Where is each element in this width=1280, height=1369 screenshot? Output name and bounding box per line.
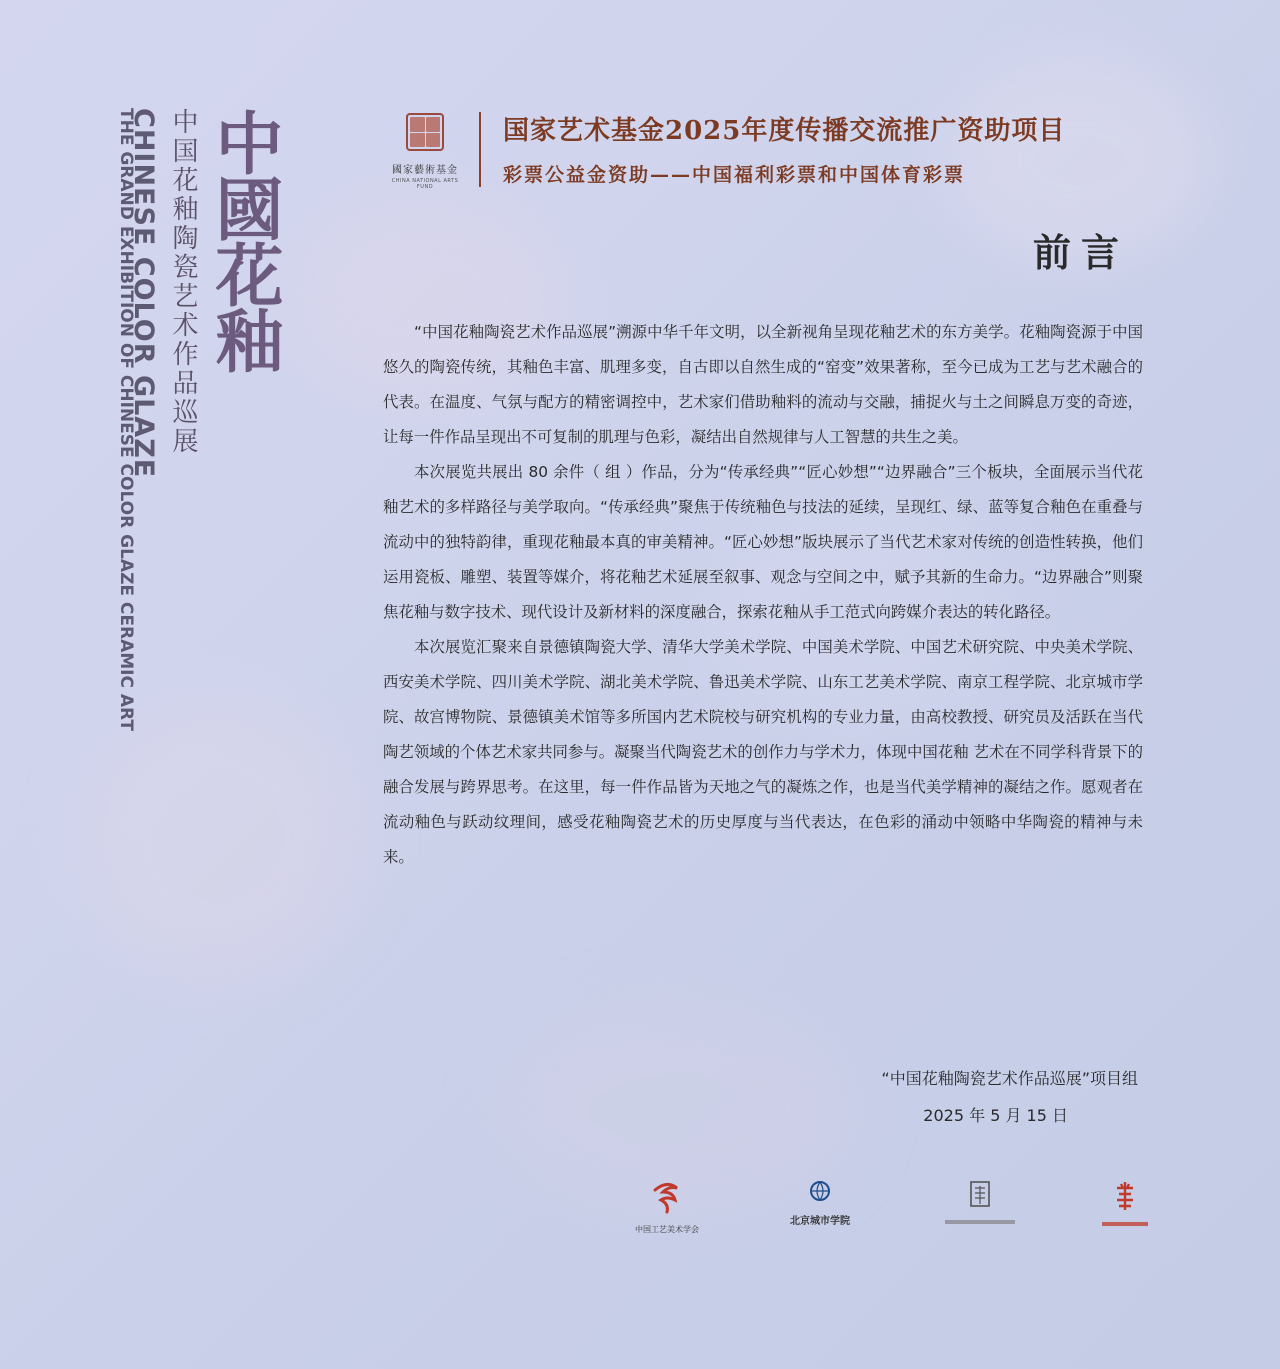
signoff-date: 2025 年 5 月 15 日	[923, 1106, 1068, 1125]
logo-caption-bar	[945, 1220, 1015, 1224]
dragon-logo-icon	[647, 1180, 687, 1214]
chinese-subtitle: 中国花釉陶瓷艺术作品巡展	[168, 108, 198, 456]
logo-caption: 中国工艺美术学会	[635, 1225, 699, 1234]
logo-craft-art-society	[622, 1180, 712, 1235]
fund-name-english: CHINA NATIONAL ARTS FUND	[391, 178, 459, 190]
logo-beijing-city-university	[775, 1180, 865, 1227]
logo-caption: 北京城市学院	[790, 1216, 850, 1227]
brush-calligraphy-title: 中國花釉	[204, 108, 284, 372]
project-title: 国家艺术基金2025年度传播交流推广资助项目	[503, 116, 1066, 146]
signoff-group: “中国花釉陶瓷艺术作品巡展”项目组	[881, 1069, 1138, 1088]
english-title: CHINESE COLOR GLAZE	[128, 108, 159, 479]
national-arts-fund-logo	[385, 113, 465, 190]
header-divider	[479, 112, 481, 187]
fund-name: 國家藝術基金	[392, 165, 458, 176]
preface-heading: 前言	[1033, 230, 1130, 275]
logo-caption-bar	[1102, 1222, 1148, 1226]
seal-icon	[406, 113, 444, 151]
paragraph: 本次展览共展出 80 余件（ 组 ）作品，分为“传承经典”“匠心妙想”“边界融合”三个板块，全面展示当代花釉艺术的多样路径与美学取向。“传承经典”聚焦于传统釉色与技法的延续，呈现红、绿、蓝等复合釉色在重叠与流动中的独特韵律，重现花釉最本真的审美精神。“匠心妙想”版块展示了当代艺术家对传统的创造性转换，他们运用瓷板、雕塑、装置等媒介，将花釉艺术延展至叙事、观念与空间之中，赋予其新的生命力。“边界融合”则聚焦花釉与数字技术、现代设计及新材料的深度融合，探索花釉从手工范式向跨媒介表达的转化路径。	[383, 463, 1143, 621]
english-subtitle: THE GRAND EXHIBITION OF CHINESE COLOR GLAZE CERAMIC ART	[116, 108, 136, 731]
seal-logo-icon	[1113, 1180, 1137, 1212]
logo-institution-3	[940, 1180, 1020, 1224]
globe-logo-icon	[805, 1180, 835, 1202]
paragraph: “中国花釉陶瓷艺术作品巡展”溯源中华千年文明，以全新视角呈现花釉艺术的东方美学。花釉陶瓷源于中国悠久的陶瓷传统，其釉色丰富、肌理多变，自古即以自然生成的“窑变”效果著称，至今已成为工艺与艺术融合的代表。在温度、气氛与配方的精密调控中，艺术家们借助釉料的流动与交融，捕捉火与土之间瞬息万变的奇迹，让每一件作品呈现出不可复制的肌理与色彩，凝结出自然规律与人工智慧的共生之美。	[383, 323, 1143, 446]
paragraph: 本次展览汇聚来自景德镇陶瓷大学、清华大学美术学院、中国美术学院、中国艺术研究院、中央美术学院、西安美术学院、四川美术学院、湖北美术学院、鲁迅美术学院、山东工艺美术学院、南京工程学院、北京城市学院、故宫博物院、景德镇美术馆等多所国内艺术院校与研究机构的专业力量，由高校教授、研究员及活跃在当代陶艺领域的个体艺术家共同参与。凝聚当代陶瓷艺术的创作力与学术力，体现中国花釉 艺术在不同学科背景下的融合发展与跨界思考。在这里，每一件作品皆为天地之气的凝炼之作，也是当代美学精神的凝结之作。愿观者在流动釉色与跃动纹理间，感受花釉陶瓷艺术的历史厚度与当代表达，在色彩的涌动中领略中华陶瓷的精神与未来。	[383, 638, 1143, 866]
emblem-logo-icon	[968, 1180, 992, 1210]
preface-body	[383, 315, 1143, 875]
logo-jingdezhen-art-museum	[1095, 1180, 1155, 1226]
project-subtitle: 彩票公益金资助——中国福利彩票和中国体育彩票	[503, 164, 966, 186]
